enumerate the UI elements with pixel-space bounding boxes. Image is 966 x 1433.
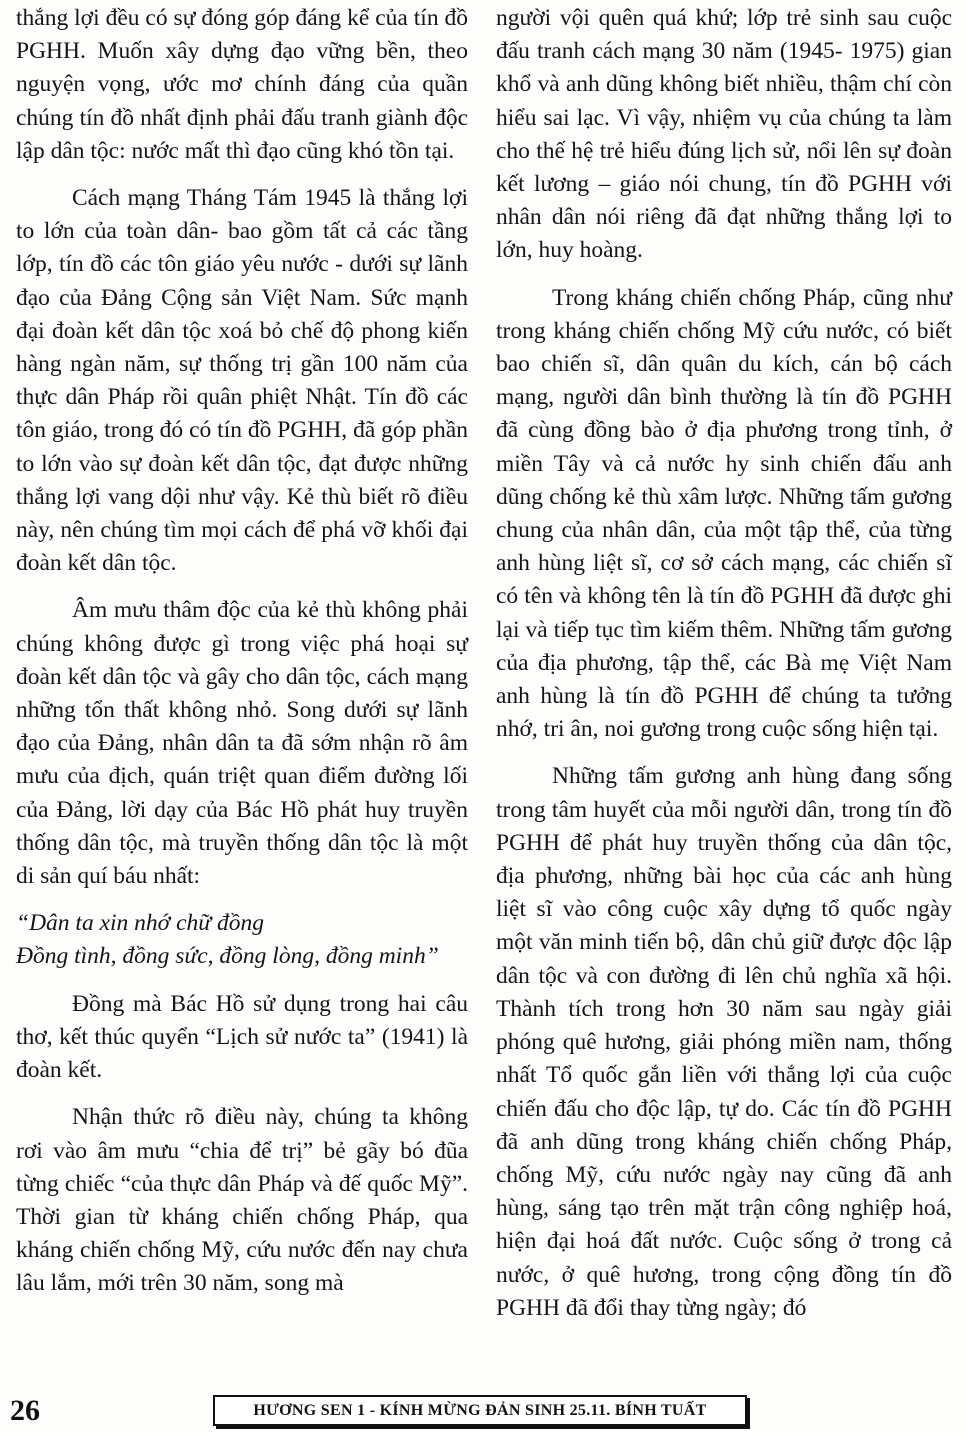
poem-quote: [16, 907, 468, 973]
poem-line-1: “Dân ta xin nhớ chữ đồng: [16, 910, 264, 937]
left-paragraph-5: Nhận thức rõ điều này, chúng ta không rơi vào âm mưu “chia để trị” bẻ gãy bó đũa từng chiếc “của thực dân Pháp và đế quốc Mỹ”. Thời gian từ kháng chiến chống Pháp, qua kháng chiến chống Mỹ, cứu nước đến nay chưa lâu lắm, mới trên 30 năm, song mà: [16, 1104, 468, 1297]
left-paragraph-3: Âm mưu thâm độc của kẻ thù không phải chúng không được gì trong việc phá hoại sự đoàn kết dân tộc và gây cho dân tộc, cách mạng những tổn thất không nhỏ. Song dưới sự lãnh đạo của Đảng, nhân dân ta đã sớm nhận rõ âm mưu của địch, quán triệt quan điểm đường lối của Đảng, lời dạy của Bác Hồ phát huy truyền thống dân tộc, mà truyền thống dân tộc là một di sản quí báu nhất:: [16, 597, 468, 890]
right-column: [496, 2, 952, 1339]
left-paragraph-2: Cách mạng Tháng Tám 1945 là thắng lợi to lớn của toàn dân- bao gồm tất cả các tầng lớp, tín đồ các tôn giáo yêu nước - dưới sự lãnh đạo của Đảng Cộng sản Việt Nam. Sức mạnh đại đoàn kết dân tộc xoá bỏ chế độ phong kiến hàng ngàn năm, sự thống trị gần 100 năm của thực dân Pháp rồi quân phiệt Nhật. Tín đồ các tôn giáo, trong đó có tín đồ PGHH, đã góp phần to lớn vào sự đoàn kết dân tộc, đạt được những thắng lợi vang dội như vậy. Kẻ thù biết rõ điều này, nên chúng tìm mọi cách để phá vỡ khối đại đoàn kết dân tộc.: [16, 185, 468, 577]
footer-banner: HƯƠNG SEN 1 - KÍNH MỪNG ĐẢN SINH 25.11. BÍNH TUẤT: [213, 1395, 747, 1426]
page-footer: [0, 1392, 966, 1432]
page-number: 26: [10, 1394, 40, 1427]
right-paragraph-2: Trong kháng chiến chống Pháp, cũng như trong kháng chiến chống Mỹ cứu nước, có biết bao chiến sĩ, dân quân du kích, cán bộ cách mạng, người dân bình thường là tín đồ PGHH đã cùng đồng bào ở địa phương trong tỉnh, ở miền Tây và cả nước hy sinh chiến đấu anh dũng chống kẻ thù xâm lược. Những tấm gương chung của nhân dân, của một tập thể, của từng anh hùng liệt sĩ, cơ sở cách mạng, các chiến sĩ có tên và không tên là tín đồ PGHH đã được ghi lại và tiếp tục tìm kiếm thêm. Những tấm gương của địa phương, tập thể, các Bà mẹ Việt Nam anh hùng là tín đồ PGHH để chúng ta tưởng nhớ, tri ân, noi gương trong cuộc sống hiện tại.: [496, 284, 952, 743]
right-paragraph-1: người vội quên quá khứ; lớp trẻ sinh sau cuộc đấu tranh cách mạng 30 năm (1945- 1975) gian khổ và anh dũng không biết nhiều, thậm chí còn hiểu sai lạc. Vì vậy, nhiệm vụ của chúng ta làm cho thế hệ trẻ hiểu đúng lịch sử, nổi lên sự đoàn kết lương – giáo nói chung, tín đồ PGHH với nhân dân nói riêng đã đạt những thắng lợi to lớn, huy hoàng.: [496, 5, 952, 264]
left-column: [16, 2, 468, 1315]
poem-line-2: Đồng tình, đồng sức, đồng lòng, đồng minh”: [16, 943, 439, 970]
right-paragraph-3: Những tấm gương anh hùng đang sống trong tâm huyết của mỗi người dân, trong tín đồ PGHH để phát huy truyền thống của dân tộc, địa phương, những bài học của các anh hùng liệt sĩ vào công cuộc xây dựng tổ quốc ngày một văn minh tiến bộ, dân chủ giữ được độc lập dân tộc và con đường đi lên chủ nghĩa xã hội. Thành tích trong hơn 30 năm sau ngày giải phóng quê hương, giải phóng miền nam, thống nhất Tổ quốc gắn liền với thắng lợi của cuộc chiến đấu cho độc lập, tự do. Các tín đồ PGHH đã anh dũng trong kháng chiến chống Pháp, chống Mỹ, cứu nước ngày nay cũng đã anh hùng, sáng tạo trên mặt trận công nghiệp hoá, hiện đại hoá đất nước. Cuộc sống ở trong cả nước, ở quê hương, trong cộng đồng tín đồ PGHH đã đổi thay từng ngày; đó: [496, 763, 952, 1321]
left-paragraph-1: thắng lợi đều có sự đóng góp đáng kể của tín đồ PGHH. Muốn xây dựng đạo vững bền, theo nguyện vọng, ước mơ chính đáng của quần chúng tín đồ nhất định phải đấu tranh giành độc lập dân tộc: nước mất thì đạo cũng khó tồn tại.: [16, 5, 468, 164]
left-paragraph-4: Đồng mà Bác Hồ sử dụng trong hai câu thơ, kết thúc quyển “Lịch sử nước ta” (1941) là đoàn kết.: [16, 990, 468, 1084]
